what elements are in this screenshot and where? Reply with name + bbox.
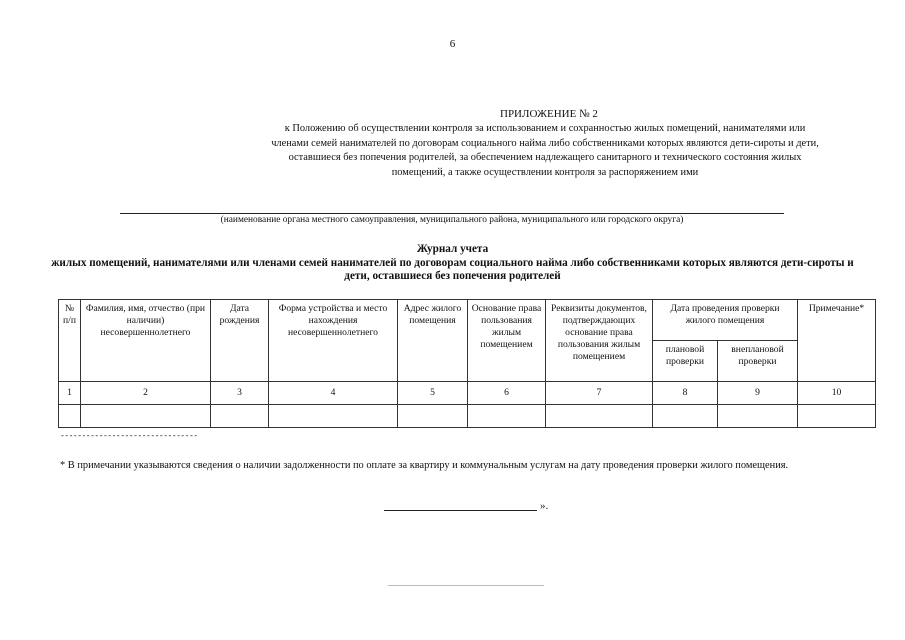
empty-cell <box>211 405 269 428</box>
column-number: 9 <box>718 382 798 405</box>
signature-closing-quote: ». <box>540 500 549 512</box>
column-number: 3 <box>211 382 269 405</box>
empty-cell <box>398 405 468 428</box>
bottom-rule <box>388 585 544 586</box>
empty-row <box>59 405 876 428</box>
org-name-caption: (наименование органа местного самоуправления, муниципального района, муниципального или городского округа) <box>220 215 684 225</box>
page-number: 6 <box>449 38 456 50</box>
org-name-line <box>120 213 784 214</box>
empty-cell <box>468 405 546 428</box>
journal-title-line1: Журнал учета <box>416 243 489 255</box>
header-basis: Основание права пользования жилым помещением <box>468 300 546 382</box>
column-number-row <box>59 382 876 405</box>
appendix-text: к Положению об осуществлении контроля за использованием и сохранностью жилых помещений, нанимателями или членами семей нанимателей по договорам социального найма либо собственниками которых являются дети-сироты и дети, оставшиеся без попечения родителей, за обеспечением надлежащего санитарного и технического состояния жилых помещений, а также осуществлении контроля за распоряжением ими <box>271 123 819 178</box>
header-planned: плановой проверки <box>653 341 718 382</box>
footnote-separator: -------------------------------- <box>60 432 198 441</box>
empty-cell <box>546 405 653 428</box>
footnote-text: * В примечании указываются сведения о наличии задолженности по оплате за квартиру и коммунальным услугам на дату проведения проверки жилого помещения. <box>60 460 789 471</box>
column-number: 1 <box>59 382 81 405</box>
header-address: Адрес жилого помещения <box>398 300 468 382</box>
column-number: 10 <box>798 382 876 405</box>
empty-cell <box>653 405 718 428</box>
journal-title <box>40 243 865 284</box>
journal-title-line2: жилых помещений, нанимателями или членами семей нанимателей по договорам социального найма либо собственниками которых являются дети-сироты и дети, оставшиеся без попечения родителей <box>51 256 854 282</box>
header-num: № п/п <box>59 300 81 382</box>
empty-cell <box>718 405 798 428</box>
header-placement: Форма устройства и место нахождения несовершеннолетнего <box>269 300 398 382</box>
header-note: Примечание* <box>798 300 876 382</box>
header-check-date: Дата проведения проверки жилого помещения <box>653 300 798 341</box>
header-dob: Дата рождения <box>211 300 269 382</box>
column-number: 4 <box>269 382 398 405</box>
journal-table <box>58 299 876 428</box>
empty-cell <box>269 405 398 428</box>
column-number: 7 <box>546 382 653 405</box>
empty-cell <box>81 405 211 428</box>
empty-cell <box>59 405 81 428</box>
column-number: 6 <box>468 382 546 405</box>
header-unplanned: внеплановой проверки <box>718 341 798 382</box>
column-number: 8 <box>653 382 718 405</box>
appendix-title: ПРИЛОЖЕНИЕ № 2 <box>500 108 598 120</box>
empty-cell <box>798 405 876 428</box>
signature-line <box>384 510 537 511</box>
header-fio: Фамилия, имя, отчество (при наличии) несовершеннолетнего <box>81 300 211 382</box>
header-row <box>59 300 876 341</box>
column-number: 2 <box>81 382 211 405</box>
header-documents: Реквизиты документов, подтверждающих основание права пользования жилым помещением <box>546 300 653 382</box>
column-number: 5 <box>398 382 468 405</box>
